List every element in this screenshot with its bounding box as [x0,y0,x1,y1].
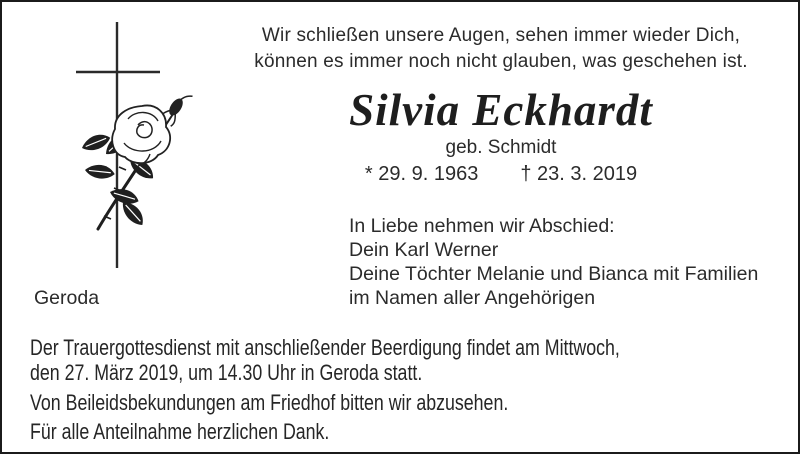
service-line-2: den 27. März 2019, um 14.30 Uhr in Geroda statt. [30,359,423,385]
condolence-note: Von Beileidsbekundungen am Friedhof bitten wir abzusehen. [30,390,509,415]
thanks-line: Für alle Anteilnahme herzlichen Dank. [30,418,330,444]
mourner-line: Dein Karl Werner [349,239,499,261]
service-info-block [30,336,620,444]
rose-icon [80,88,193,229]
farewell-intro: In Liebe nehmen wir Abschied: [349,215,615,237]
mourner-line: Deine Töchter Melanie und Bianca mit Familien [349,263,759,285]
maiden-name: geb. Schmidt [445,137,557,158]
service-line-1: Der Trauergottesdienst mit anschließender Beerdigung findet am Mittwoch, [30,335,620,360]
farewell-block [349,214,758,310]
place-name: Geroda [34,287,100,309]
verse-line-1: Wir schließen unsere Augen, sehen immer wieder Dich, [261,25,741,46]
birth-date: * 29. 9. 1963 [364,163,479,185]
verse-line-2: können es immer noch nicht glauben, was geschehen ist. [254,51,748,72]
cross-and-rose-illustration [2,2,222,282]
mourner-line: im Namen aller Angehörigen [349,287,596,309]
life-dates [202,163,800,186]
death-date: † 23. 3. 2019 [520,163,638,185]
opening-verse [202,23,800,75]
deceased-name: Silvia Eckhardt [349,85,653,135]
